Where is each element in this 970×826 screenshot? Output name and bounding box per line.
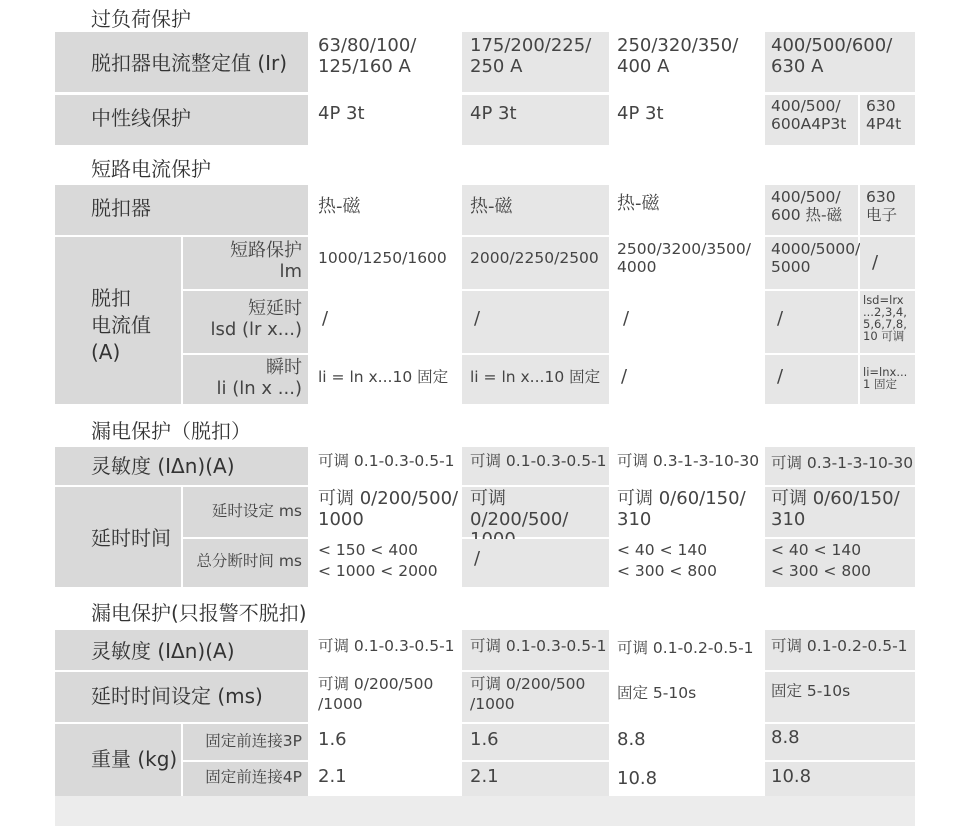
cell [765,630,915,670]
label-text: 固定前连接3P [205,732,302,750]
cell [765,487,915,537]
cell-text: 可调 0.1-0.3-0.5-1 [318,637,455,655]
cell-text: / [322,308,329,329]
cell [310,32,460,92]
section-title: 过负荷保护 [91,7,191,31]
cell [462,762,609,796]
row-label-ir [55,32,308,92]
cell [462,630,609,670]
label-text: 延时设定 ms [211,502,302,520]
cell-text: 2.1 [318,766,347,787]
cell [611,32,763,92]
cell [611,355,763,404]
cell [765,724,915,760]
cell-text: lsd=lrx ...2,3,4, 5,6,7,8, 10 可调 [863,293,907,344]
cell-text: 可调 0.1-0.3-0.5-1 [470,452,607,470]
cell-text: 4P 3t [470,103,517,124]
cell [462,355,609,404]
cell [310,539,460,587]
label-text: 短路保护 lm [230,240,302,282]
cell-text: 400/500/ 600A4P3t [771,97,847,133]
cell-text: li = ln x...10 固定 [470,368,601,386]
cell [860,355,915,404]
cell-text: li = ln x...10 固定 [318,368,449,386]
cell-text: 可调 0/200/500 /1000 [318,675,434,714]
label-text: 延时时间 [91,526,171,550]
label-text: 延时时间设定 (ms) [91,684,263,708]
cell [462,32,609,92]
cell-text: < 40 < 140 < 300 < 800 [617,541,717,580]
cell [611,95,763,145]
cell-text: 63/80/100/ 125/160 A [318,35,417,77]
cell [611,487,763,537]
section-leakage-trip [55,406,915,449]
label-text: 中性线保护 [91,106,191,130]
cell-text: 10.8 [771,766,812,787]
sublabel-weight-3p [183,724,308,760]
cell-text: 1.6 [470,729,499,750]
cell-text: 4000/5000/ 5000 [771,240,861,276]
label-text: 短延时 lsd (lr x...) [210,298,302,340]
label-text: 灵敏度 (IΔn)(A) [91,639,235,663]
cell [765,185,858,235]
cell-text: 可调 0.1-0.3-0.5-1 [318,452,455,470]
cell [310,185,460,235]
cell-text: / [621,366,628,387]
cell [860,291,915,353]
cell-text: / [623,308,630,329]
cell-text: / [777,308,784,329]
cell [765,291,858,353]
cell-text: < 40 < 140 < 300 < 800 [771,541,871,580]
cell-text: li=lnx... 1 固定 [863,365,908,392]
cell [462,95,609,145]
cell-text: 固定 5-10s [617,684,697,702]
cell-text: 250/320/350/ 400 A [617,35,739,77]
cell-text: 可调 0/200/500/ 1000 [318,488,459,530]
cell [462,185,609,235]
cell [765,447,915,485]
cell-text: 4P 3t [318,103,365,124]
label-text: 固定前连接4P [205,768,302,786]
label-text: 脱扣器电流整定值 (Ir) [91,51,288,75]
cell [611,237,763,289]
cell [462,447,609,485]
cell-text: 175/200/225/ 250 A [470,35,592,77]
section-short-circuit [55,147,915,190]
cell-text: 可调 0.1-0.2-0.5-1 [771,637,908,655]
cell [462,237,609,289]
cell [860,237,915,289]
cell-text: 400/500/ 600 热-磁 [771,188,843,224]
cell-text: / [474,308,481,329]
row-label-release [55,185,308,235]
cell-text: 8.8 [771,727,800,748]
cell-text: 可调 0.3-1-3-10-30 [771,454,914,472]
cell-text: 2000/2250/2500 [470,249,599,267]
group-label-weight [55,724,181,796]
label-text: 灵敏度 (IΔn)(A) [91,454,235,478]
cell [765,237,861,289]
cell-text: 2.1 [470,766,499,787]
section-title: 漏电保护（脱扣） [91,419,251,443]
cell [310,672,460,722]
cell [611,672,763,722]
cell [310,291,460,353]
spec-table [55,0,915,826]
group-label-delay [55,487,181,587]
group-label-trip-current [55,237,181,404]
label-text: 总分断时间 ms [196,552,302,570]
sublabel-delay-set [183,487,308,537]
cell-text: 热-磁 [318,196,361,217]
section-leakage-alarm [55,589,915,632]
cell-text: 4P 3t [617,103,664,124]
cell [860,95,915,145]
cell [310,762,460,796]
label-text: 瞬时 li (ln x ...) [216,357,302,399]
cell-text: 1000/1250/1600 [318,249,447,267]
cell-text: 10.8 [617,768,658,789]
cell [765,672,915,722]
sublabel-short-delay [183,291,308,353]
cell-text: 可调 0/60/150/ 310 [617,488,746,530]
cell-text: 热-磁 [470,196,513,217]
cell [765,762,915,796]
cell [310,487,460,537]
section-title: 漏电保护(只报警不脱扣) [91,601,307,625]
sublabel-weight-4p [183,762,308,796]
section-title: 短路电流保护 [91,157,211,181]
cell [765,355,858,404]
cell [860,185,915,235]
cell-text: 可调 0/60/150/ 310 [771,488,900,530]
cell [611,185,763,235]
cell-text: 2500/3200/3500/ 4000 [617,240,752,276]
label-text: 脱扣 电流值 (A) [91,286,151,364]
footer-band [55,796,915,826]
cell-text: / [474,548,481,569]
cell-text: / [777,366,784,387]
row-label-delay-setting [55,672,308,722]
cell-text: 热-磁 [617,193,660,214]
cell [462,291,609,353]
cell [310,355,460,404]
cell [310,630,460,670]
cell [310,95,460,145]
sublabel-delay-total [183,539,308,587]
cell [611,630,763,670]
cell [462,539,609,587]
cell-text: 固定 5-10s [771,682,851,700]
cell [611,291,763,353]
cell-text: 可调 0.3-1-3-10-30 [617,452,760,470]
cell-text: 630 电子 [866,188,898,224]
cell [611,724,763,760]
cell-text: 8.8 [617,729,646,750]
cell-text: 可调 0.1-0.2-0.5-1 [617,639,754,657]
sublabel-short [183,237,308,289]
label-text: 重量 (kg) [91,747,178,771]
cell-text: 可调 0/200/500 /1000 [470,675,586,714]
cell-text: 可调 0.1-0.3-0.5-1 [470,637,607,655]
label-text: 脱扣器 [91,196,151,220]
cell-text: / [872,252,879,273]
cell-text: 1.6 [318,729,347,750]
sublabel-instant [183,355,308,404]
cell-text: < 150 < 400 < 1000 < 2000 [318,541,438,580]
cell [462,724,609,760]
cell [765,95,858,145]
row-label-neutral [55,95,308,145]
cell [765,539,915,587]
cell-text: 可调 0/200/500/ [470,488,569,530]
cell [462,672,609,722]
cell [611,539,763,587]
cell-text: 400/500/600/ 630 A [771,35,893,77]
cell [765,32,915,92]
cell-text: 630 4P4t [866,97,902,133]
cell [310,447,460,485]
cell [611,447,763,485]
cell [310,237,460,289]
cell [462,487,609,537]
row-label-sensitivity [55,630,308,670]
cell [611,762,763,796]
row-label-sensitivity [55,447,308,485]
cell [310,724,460,760]
